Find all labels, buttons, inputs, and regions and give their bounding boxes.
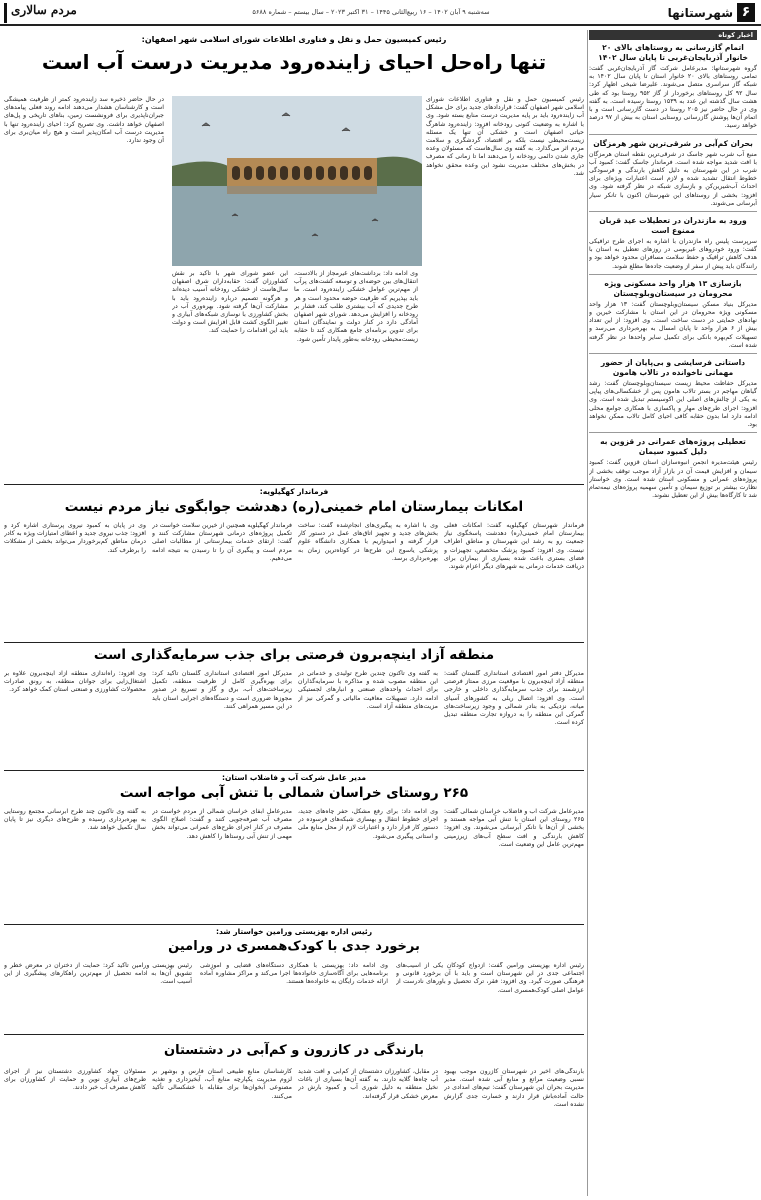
lead-headline: تنها راه‌حل احیای زاینده‌رود مدیریت درست آب است [41,50,547,74]
sidebar-separator [589,432,757,433]
divider-4 [4,924,584,925]
story5-kicker: رئیس اداره بهزیستی ورامین خواستار شد: [215,927,373,936]
divider-3 [4,770,584,771]
sidebar-label: اخبار کوتاه [589,30,757,40]
lead-col-1: رئیس کمیسیون حمل و نقل و فناوری اطلاعات شورای اسلامی شهر اصفهان گفت: قراردادهای جدید برای حل مشکل آب زاینده‌رود باید بر پایه مدیریت درست منابع بسته شود. وی با اشاره به وضعیت کنونی رودخانه افزود: زاینده‌رود شاهرگ حیاتی اصفهان است و خشکی آن تنها یک مسئله زیست‌محیطی نیست بلکه بر اقتصاد، گردشگری و سلامت مردم اثر می‌گذارد. به گفته وی سال‌هاست که مسئولان وعده جاری شدن دائمی رودخانه را می‌دهند اما تا زمانی که مصرف در بخش‌های مختلف مدیریت نشود این وعده محقق نخواهد شد. [426,96,584,177]
story3-col-4: وی افزود: راه‌اندازی منطقه آزاد اینچه‌برون علاوه بر اشتغال‌زایی برای جوانان منطقه، به رونق صادرات محصولات کشاورزی و صنعتی استان کمک خواهد کرد. [4,670,146,694]
story2-col-3: فرماندار کهگیلویه همچنین از خیرین سلامت خواست در تکمیل پروژه‌های درمانی شهرستان مشارکت کنند و گفت: ارتقای خدمات بیمارستانی از مطالبات اصلی مردم است و پیگیری آن را تا رسیدن به نتیجه ادامه می‌دهیم. [152,522,292,562]
sidebar-news-title: ورود به مازندران در تعطیلات عید قربان ممنوع است [599,216,747,236]
divider-1 [4,484,584,485]
sidebar-news-body: مدیرکل بنیاد مسکن سیستان‌وبلوچستان گفت: ۱۳ هزار واحد مسکونی ویژه محرومان در این استان با مشارکت خیرین و نهادهای حمایتی در دست ساخت است. وی افزود: از این تعداد بیش از ۶ هزار واحد تا پایان امسال به بهره‌برداری می‌رسد و تسهیلات کم‌بهره بانکی برای تکمیل سایر واحدها در نظر گرفته شده است. [589,300,757,349]
sidebar-news-title: بحران کم‌آبی در شرقی‌ترین شهر هرمزگان [593,138,753,148]
sidebar-news-body: گروه شهرستانها: مدیرعامل شرکت گاز آذربایجان‌غربی گفت: تمامی روستاهای بالای ۲۰ خانوار استان تا پایان سال ۱۴۰۲ به شبکه گاز سراسری متصل می‌شوند. علیرضا شیخی اظهار کرد: سال ۹۲ کل روستاهای برخوردار از گاز ۹۵۲ روستا بود که طی هشت سال گذشته این عدد به ۱۵۳۹ روستا رسیده است. به گفته وی در حال حاضر نیز ۲۰۵ روستا در دست گازرسانی است و با اتمام آن‌ها پوشش گازرسانی روستایی استان به بیش از ۹۷ درصد خواهد رسید. [589,65,757,130]
sidebar-separator [589,134,757,135]
lead-col-3: این عضو شورای شهر با تأکید بر نقش کشاورزان گفت: حقابه‌داران شرق اصفهان سال‌هاست از خشکی رودخانه آسیب دیده‌اند و هرگونه تصمیم درباره زاینده‌رود باید با مشارکت آن‌ها گرفته شود. بهره‌وری آب در بخش کشاورزی با نوسازی شبکه‌های آبیاری و تغییر الگوی کشت قابل افزایش است و دولت باید این اقدامات را حمایت کند. [172,270,288,335]
story-kazerun [4,1036,584,1196]
divider-2 [4,642,584,643]
story6-col-2: در مقابل، کشاورزان دشتستان از کم‌آبی و افت شدید آب چاه‌ها گلایه دارند. به گفته آن‌ها بسیاری از باغات نخیل منطقه به دلیل شوری آب و کمبود بارش در معرض خشکی قرار گرفته‌اند. [298,1068,438,1100]
masthead [0,0,761,26]
sidebar-news-item [589,279,757,354]
sidebar-separator [589,353,757,354]
sidebar-news-item [589,437,757,500]
sidebar-news-title: بازسازی ۱۳ هزار واحد مسکونی ویژه محرومان در سیستان‌وبلوچستان [604,278,742,298]
story4-col-4: به گفته وی تاکنون چند طرح آبرسانی مجتمع روستایی به بهره‌برداری رسیده و طرح‌های دیگری نیز تا پایان سال تکمیل خواهد شد. [4,808,146,832]
story3-col-1: مدیرکل دفتر امور اقتصادی استانداری گلستان گفت: منطقه آزاد اینچه‌برون با موقعیت مرزی ممتاز فرصتی ارزشمند برای جذب سرمایه‌گذاری داخلی و خارجی است. وی افزود: اتصال ریلی به کشورهای آسیای میانه، نزدیکی به بنادر شمالی و وجود زیرساخت‌های گمرکی این منطقه را به دروازه تجارت منطقه تبدیل کرده است. [444,670,584,727]
sidebar-news-item [589,43,757,135]
sidebar-news-body: سرپرست پلیس راه مازندران با اشاره به اجرای طرح ترافیکی گفت: ورود خودروهای غیربومی در روزهای تعطیل به استان با هدف کاهش ترافیک و حفظ سلامت مسافران محدود خواهد بود و رانندگان باید پیش از سفر از وضعیت جاده‌ها مطلع شوند. [589,238,757,270]
lead-kicker: رئیس کمیسیون حمل و نقل و فناوری اطلاعات شورای اسلامی شهر اصفهان: [141,35,447,44]
story4-kicker: مدیر عامل شرکت آب و فاضلاب استان: [222,773,366,782]
story6-headline: بارندگی در کازرون و کم‌آبی در دشتستان [164,1043,424,1058]
section-title: شهرستانها [667,6,733,20]
story-incheh-borun [4,644,584,768]
story-khorasan [4,772,584,922]
story5-col-3: رئیس بهزیستی ورامین تأکید کرد: حمایت از دختران در معرض خطر و تشویق آن‌ها به ادامه تحصیل از مهم‌ترین راهکارهای پیشگیری از این آسیب است. [4,962,192,986]
lead-col-2: وی ادامه داد: برداشت‌های غیرمجاز از بالادست، انتقال‌های بین حوضه‌ای و توسعه کشت‌های پرآب از مهم‌ترین عوامل خشکی زاینده‌رود است. ما باید بپذیریم که ظرفیت حوضه محدود است و هر طرح جدیدی که آب بیشتری طلب کند، فشار بر رودخانه را افزایش می‌دهد. شورای شهر اصفهان آمادگی دارد در کنار دولت و نمایندگان استان برای تدوین برنامه‌ای جامع همکاری کند تا حقابه زیست‌محیطی رودخانه به‌طور پایدار تأمین شود. [294,270,418,343]
sidebar-news-title: تعطیلی پروژه‌های عمرانی در قزوین به دلیل کمبود سیمان [600,437,746,457]
sidebar-news-body: منبع آب شرب شهر جاسک در شرقی‌ترین نقطه استان هرمزگان با افت شدید مواجه شده است. فرماندار جاسک گفت: کمبود آب شرب در این شهرستان به دلیل کاهش بارندگی و فرسودگی خطوط انتقال تشدید شده و لازم است اعتبارات ویژه‌ای برای احداث آب‌شیرین‌کن و بازسازی شبکه در نظر گرفته شود. وی افزود: بخشی از روستاهای این شهرستان اکنون با تانکر سیار آبرسانی می‌شوند. [589,150,757,207]
story4-col-3: مدیرعامل آبفای خراسان شمالی از مردم خواست در مصرف آب صرفه‌جویی کنند و گفت: اصلاح الگوی مصرف در کنار اجرای طرح‌های عمرانی می‌تواند بخش مهمی از تنش آبی روستاها را کاهش دهد. [152,808,292,840]
bridge-photo [172,96,422,266]
sidebar-separator [589,211,757,212]
story2-headline: امکانات بیمارستان امام خمینی(ره) دهدشت جوابگوی نیاز مردم نیست [64,499,524,515]
story4-headline: ۲۶۵ روستای خراسان شمالی با تنش آبی مواجه است [119,785,469,801]
story5-col-1: رئیس اداره بهزیستی ورامین گفت: ازدواج کودکان یکی از آسیب‌های اجتماعی جدی در این شهرستان است و باید با آن برخورد قانونی و فرهنگی صورت گیرد. وی افزود: فقر، ترک تحصیل و باورهای نادرست از عوامل اصلی کودک‌همسری است. [396,962,584,994]
divider-5 [4,1034,584,1035]
story2-col-2: وی با اشاره به پیگیری‌های انجام‌شده گفت: ساخت بخش‌های جدید و تجهیز اتاق‌های عمل در دستور کار قرار گرفته و امیدواریم با همکاری دانشگاه علوم پزشکی یاسوج این طرح‌ها در کوتاه‌ترین زمان به بهره‌برداری برسد. [298,522,438,562]
story2-col-4: وی در پایان به کمبود نیروی پرستاری اشاره کرد و افزود: جذب نیروی جدید و اعطای امتیازات ویژه به کادر درمان مناطق کم‌برخوردار می‌تواند بخشی از مشکلات را برطرف کند. [4,522,146,554]
sidebar-divider [587,30,588,1196]
sidebar-news-body: رئیس هیئت‌مدیره انجمن انبوه‌سازان استان قزوین گفت: کمبود سیمان و افزایش قیمت آن در بازار آزاد موجب توقف بخشی از پروژه‌های عمرانی و مسکونی استان شده است. وی خواستار نظارت بیشتر بر توزیع سیمان و تأمین سهمیه پروژه‌های نیمه‌تمام شد تا کارگاه‌ها بیش از این تعطیل نشوند. [589,459,757,500]
story6-col-3: کارشناسان منابع طبیعی استان فارس و بوشهر بر لزوم مدیریت یکپارچه منابع آب، آبخیزداری و تغذیه مصنوعی آبخوان‌ها برای مقابله با خشکسالی تأکید می‌کنند. [152,1068,292,1100]
lead-col-4: در حال حاضر ذخیره سد زاینده‌رود کمتر از ظرفیت همیشگی است و کارشناسان هشدار می‌دهند ادامه روند فعلی پیامدهای جبران‌ناپذیری برای فرونشست زمین، بناهای تاریخی و پل‌های اصفهان خواهد داشت. وی تصریح کرد: احیای زاینده‌رود تنها با مدیریت درست آب امکان‌پذیر است و هیچ راه میان‌بری برای آن وجود ندارد. [4,96,164,145]
date-line: سه‌شنبه ۹ آبان ۱۴۰۲ – ۱۶ ربیع‌الثانی ۱۴۴۵ – ۳۱ اکتبر ۲۰۲۳ – سال بیستم – شماره ۵۶۸۸ [252,8,490,16]
story5-col-2: وی ادامه داد: بهزیستی با همکاری دستگاه‌های قضایی و آموزشی برنامه‌هایی برای آگاه‌سازی خانواده‌ها اجرا می‌کند و مراکز مشاوره آماده ارائه خدمات رایگان به خانواده‌ها هستند. [200,962,388,986]
story4-col-1: مدیرعامل شرکت آب و فاضلاب خراسان شمالی گفت: ۲۶۵ روستای این استان با تنش آبی مواجه هستند و بخشی از آن‌ها با تانکر آبرسانی می‌شوند. وی افزود: کاهش بارندگی و افت سطح آب‌های زیرزمینی مهم‌ترین عامل این وضعیت است. [444,808,584,848]
sidebar-separator [589,274,757,275]
sidebar-news-title: داستانی فرسایشی و بی‌پایان از حضور مهمانی ناخوانده در تالاب هامون [600,358,746,378]
story2-kicker: فرماندار کهگیلویه: [259,487,329,496]
story3-headline: منطقه آزاد اینچه‌برون فرصتی برای جذب سرمایه‌گذاری است [93,647,495,663]
lead-story [4,30,584,482]
section-badge: ۶ [737,3,755,22]
story5-headline: برخورد جدی با کودک‌همسری در ورامین [168,939,420,954]
story6-col-1: بارندگی‌های اخیر در شهرستان کازرون موجب بهبود نسبی وضعیت مراتع و منابع آبی شده است. مدیر مدیریت بحران این شهرستان گفت: تیم‌های امدادی در حالت آماده‌باش قرار دارند و خسارت جدی گزارش نشده است. [444,1068,584,1108]
story-varamin [4,926,584,1032]
story2-col-1: فرماندار شهرستان کهگیلویه گفت: امکانات فعلی بیمارستان امام خمینی(ره) دهدشت پاسخگوی نیاز جمعیت رو به رشد این شهرستان و مناطق اطراف نیست. وی افزود: کمبود پزشک متخصص، تجهیزات و فضای بستری باعث شده بسیاری از بیماران برای دریافت خدمات درمانی به شهرهای دیگر اعزام شوند. [444,522,584,571]
sidebar-news-item [589,139,757,212]
lead-image [172,96,422,266]
sidebar-news-body: مدیرکل حفاظت محیط زیست سیستان‌وبلوچستان گفت: رشد گیاهان مهاجم در بستر تالاب هامون پس از خشکسالی‌های پیاپی به یکی از چالش‌های اصلی این اکوسیستم تبدیل شده است. وی افزود: اجرای طرح‌های مهار و پاکسازی با همکاری جوامع محلی ادامه دارد اما بدون حقابه کافی احیای کامل تالاب ممکن نخواهد بود. [589,380,757,429]
sidebar-news-item [589,216,757,275]
story3-col-2: به گفته وی تاکنون چندین طرح تولیدی و خدماتی در این منطقه مصوب شده و مذاکره با سرمایه‌گذاران برای احداث واحدهای صنعتی و انبارهای لجستیکی ادامه دارد. تسهیلات معافیت مالیاتی و گمرکی نیز از مزیت‌های منطقه آزاد است. [298,670,438,710]
story4-col-2: وی ادامه داد: برای رفع مشکل، حفر چاه‌های جدید، اجرای خطوط انتقال و بهسازی شبکه‌های فرسوده در دستور کار قرار دارد و اعتبارات لازم از محل منابع ملی و استانی پیگیری می‌شود. [298,808,438,840]
newspaper-logo: مردم سالاری [4,3,84,23]
story3-col-3: مدیرکل امور اقتصادی استانداری گلستان تأکید کرد: برای بهره‌گیری کامل از ظرفیت منطقه، تکمیل زیرساخت‌های آب، برق و گاز و تسریع در صدور مجوزها ضروری است و دستگاه‌های اجرایی استان باید در این مسیر همراهی کنند. [152,670,292,710]
sidebar-news-item [589,358,757,433]
sidebar [589,30,757,1196]
sidebar-news-title: اتمام گازرسانی به روستاهای بالای ۲۰ خانوار آذربایجان‌غربی تا پایان سال ۱۴۰۲ [598,43,748,62]
story-kohgiluyeh [4,486,584,640]
story6-col-4: مسئولان جهاد کشاورزی دشتستان نیز از اجرای طرح‌های آبیاری نوین و حمایت از کشاورزان برای کاهش مصرف آب خبر دادند. [4,1068,146,1092]
